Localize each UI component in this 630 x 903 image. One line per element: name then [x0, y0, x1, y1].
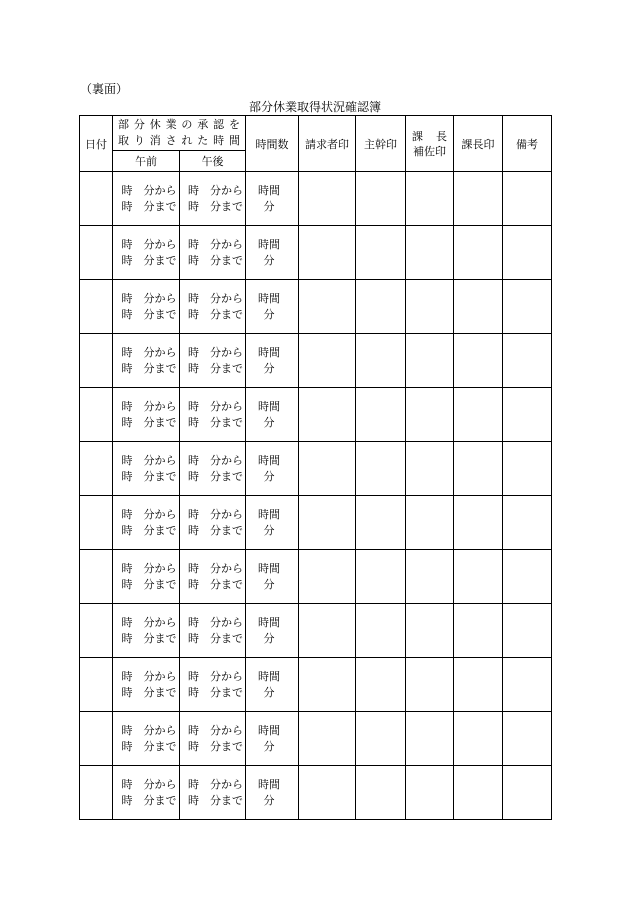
minutes-label: 分	[263, 469, 275, 483]
am-to-text: 時 分まで	[121, 199, 177, 213]
pm-time-cell[interactable]	[180, 712, 246, 766]
table-row	[80, 712, 552, 766]
back-side-label: （裏面）	[80, 82, 129, 96]
am-time-cell[interactable]	[113, 280, 180, 334]
requester-seal-cell[interactable]	[299, 604, 356, 658]
remarks-cell[interactable]	[503, 712, 552, 766]
assistant-chief-seal-cell[interactable]	[406, 496, 454, 550]
header-requester-seal: 請求者印	[299, 116, 356, 172]
table-row	[80, 658, 552, 712]
header-remarks: 備考	[503, 116, 552, 172]
chief-seal-cell[interactable]	[454, 550, 503, 604]
remarks-cell[interactable]	[503, 496, 552, 550]
date-cell[interactable]	[80, 172, 113, 226]
am-from-text: 時 分から	[121, 723, 177, 737]
am-to-text: 時 分まで	[121, 685, 177, 699]
assistant-chief-seal-cell[interactable]	[406, 550, 454, 604]
header-supervisor-seal: 主幹印	[356, 116, 406, 172]
remarks-cell[interactable]	[503, 550, 552, 604]
header-chief-seal: 課長印	[454, 116, 503, 172]
chief-seal-cell[interactable]	[454, 388, 503, 442]
pm-to-text: 時 分まで	[188, 253, 243, 267]
am-time-cell[interactable]	[113, 226, 180, 280]
hours-label: 時間	[258, 615, 280, 629]
date-cell[interactable]	[80, 550, 113, 604]
supervisor-seal-cell[interactable]	[356, 766, 406, 820]
pm-to-text: 時 分まで	[188, 307, 243, 321]
am-from-text: 時 分から	[121, 345, 177, 359]
hours-label: 時間	[258, 453, 280, 467]
supervisor-seal-cell[interactable]	[356, 604, 406, 658]
table-row	[80, 496, 552, 550]
requester-seal-cell[interactable]	[299, 496, 356, 550]
hours-label: 時間	[258, 399, 280, 413]
hours-cell[interactable]	[246, 496, 299, 550]
hours-cell[interactable]	[246, 226, 299, 280]
table-row	[80, 280, 552, 334]
minutes-label: 分	[263, 685, 275, 699]
pm-time-cell[interactable]	[180, 280, 246, 334]
remarks-cell[interactable]	[503, 766, 552, 820]
date-cell[interactable]	[80, 388, 113, 442]
hours-cell[interactable]	[246, 766, 299, 820]
chief-seal-cell[interactable]	[454, 658, 503, 712]
pm-to-text: 時 分まで	[188, 361, 243, 375]
am-time-cell[interactable]	[113, 604, 180, 658]
assistant-chief-seal-cell[interactable]	[406, 280, 454, 334]
date-cell[interactable]	[80, 226, 113, 280]
remarks-cell[interactable]	[503, 280, 552, 334]
date-cell[interactable]	[80, 766, 113, 820]
pm-time-cell[interactable]	[180, 388, 246, 442]
assistant-chief-seal-cell[interactable]	[406, 712, 454, 766]
pm-to-text: 時 分まで	[188, 469, 243, 483]
am-from-text: 時 分から	[121, 291, 177, 305]
hours-cell[interactable]	[246, 658, 299, 712]
header-assistant-chief-seal: 課 長 補佐印	[406, 116, 454, 172]
am-from-text: 時 分から	[121, 453, 177, 467]
am-time-cell[interactable]	[113, 550, 180, 604]
header-canceled-line1: 部分休業の承認を	[118, 118, 240, 131]
pm-from-text: 時 分から	[188, 723, 243, 737]
minutes-label: 分	[263, 793, 275, 807]
supervisor-seal-cell[interactable]	[356, 388, 406, 442]
am-to-text: 時 分まで	[121, 739, 177, 753]
hours-cell[interactable]	[246, 604, 299, 658]
requester-seal-cell[interactable]	[299, 550, 356, 604]
pm-from-text: 時 分から	[188, 669, 243, 683]
am-to-text: 時 分まで	[121, 577, 177, 591]
am-time-cell[interactable]	[113, 334, 180, 388]
am-to-text: 時 分まで	[121, 415, 177, 429]
assistant-chief-seal-cell[interactable]	[406, 226, 454, 280]
requester-seal-cell[interactable]	[299, 226, 356, 280]
chief-seal-cell[interactable]	[454, 442, 503, 496]
minutes-label: 分	[263, 415, 275, 429]
pm-to-text: 時 分まで	[188, 199, 243, 213]
remarks-cell[interactable]	[503, 334, 552, 388]
hours-label: 時間	[258, 723, 280, 737]
chief-seal-cell[interactable]	[454, 766, 503, 820]
pm-from-text: 時 分から	[188, 777, 243, 791]
assistant-chief-seal-cell[interactable]	[406, 658, 454, 712]
am-from-text: 時 分から	[121, 507, 177, 521]
pm-to-text: 時 分まで	[188, 523, 243, 537]
hours-label: 時間	[258, 237, 280, 251]
pm-time-cell[interactable]	[180, 226, 246, 280]
header-hours: 時間数	[246, 116, 299, 172]
requester-seal-cell[interactable]	[299, 334, 356, 388]
chief-seal-cell[interactable]	[454, 172, 503, 226]
am-time-cell[interactable]	[113, 766, 180, 820]
am-to-text: 時 分まで	[121, 523, 177, 537]
pm-time-cell[interactable]	[180, 604, 246, 658]
minutes-label: 分	[263, 361, 275, 375]
pm-time-cell[interactable]	[180, 496, 246, 550]
am-time-cell[interactable]	[113, 496, 180, 550]
requester-seal-cell[interactable]	[299, 658, 356, 712]
am-from-text: 時 分から	[121, 669, 177, 683]
hours-label: 時間	[258, 669, 280, 683]
minutes-label: 分	[263, 253, 275, 267]
minutes-label: 分	[263, 577, 275, 591]
header-canceled-line2: 取り消された時間	[118, 134, 240, 147]
am-time-cell[interactable]	[113, 442, 180, 496]
hours-cell[interactable]	[246, 712, 299, 766]
date-cell[interactable]	[80, 496, 113, 550]
pm-time-cell[interactable]	[180, 550, 246, 604]
assistant-chief-seal-cell[interactable]	[406, 442, 454, 496]
minutes-label: 分	[263, 199, 275, 213]
date-cell[interactable]	[80, 604, 113, 658]
chief-seal-cell[interactable]	[454, 334, 503, 388]
am-time-cell[interactable]	[113, 712, 180, 766]
hours-label: 時間	[258, 291, 280, 305]
remarks-cell[interactable]	[503, 658, 552, 712]
pm-to-text: 時 分まで	[188, 631, 243, 645]
table-row	[80, 172, 552, 226]
minutes-label: 分	[263, 307, 275, 321]
pm-time-cell[interactable]	[180, 442, 246, 496]
assistant-chief-seal-cell[interactable]	[406, 604, 454, 658]
pm-time-cell[interactable]	[180, 172, 246, 226]
remarks-cell[interactable]	[503, 226, 552, 280]
remarks-cell[interactable]	[503, 442, 552, 496]
assistant-chief-seal-cell[interactable]	[406, 388, 454, 442]
minutes-label: 分	[263, 631, 275, 645]
am-from-text: 時 分から	[121, 777, 177, 791]
form-title: 部分休業取得状況確認簿	[248, 100, 381, 114]
pm-from-text: 時 分から	[188, 291, 243, 305]
requester-seal-cell[interactable]	[299, 712, 356, 766]
table-row	[80, 442, 552, 496]
assistant-chief-seal-cell[interactable]	[406, 334, 454, 388]
table-row	[80, 766, 552, 820]
partial-leave-table	[79, 115, 552, 820]
hours-label: 時間	[258, 345, 280, 359]
date-cell[interactable]	[80, 658, 113, 712]
requester-seal-cell[interactable]	[299, 280, 356, 334]
chief-seal-cell[interactable]	[454, 280, 503, 334]
am-to-text: 時 分まで	[121, 793, 177, 807]
date-cell[interactable]	[80, 712, 113, 766]
am-to-text: 時 分まで	[121, 253, 177, 267]
pm-from-text: 時 分から	[188, 345, 243, 359]
hours-label: 時間	[258, 561, 280, 575]
header-am: 午前	[113, 151, 180, 172]
header-date: 日付	[80, 116, 113, 172]
table-row	[80, 334, 552, 388]
hours-cell[interactable]	[246, 442, 299, 496]
chief-seal-cell[interactable]	[454, 496, 503, 550]
pm-from-text: 時 分から	[188, 183, 243, 197]
am-from-text: 時 分から	[121, 615, 177, 629]
supervisor-seal-cell[interactable]	[356, 658, 406, 712]
hours-label: 時間	[258, 507, 280, 521]
supervisor-seal-cell[interactable]	[356, 280, 406, 334]
pm-to-text: 時 分まで	[188, 415, 243, 429]
requester-seal-cell[interactable]	[299, 388, 356, 442]
hours-cell[interactable]	[246, 388, 299, 442]
pm-time-cell[interactable]	[180, 334, 246, 388]
supervisor-seal-cell[interactable]	[356, 442, 406, 496]
am-time-cell[interactable]	[113, 388, 180, 442]
am-from-text: 時 分から	[121, 561, 177, 575]
chief-seal-cell[interactable]	[454, 226, 503, 280]
pm-from-text: 時 分から	[188, 399, 243, 413]
header-canceled-time	[113, 116, 246, 151]
hours-label: 時間	[258, 183, 280, 197]
table-row	[80, 604, 552, 658]
supervisor-seal-cell[interactable]	[356, 334, 406, 388]
supervisor-seal-cell[interactable]	[356, 496, 406, 550]
table-row	[80, 550, 552, 604]
requester-seal-cell[interactable]	[299, 766, 356, 820]
minutes-label: 分	[263, 523, 275, 537]
supervisor-seal-cell[interactable]	[356, 550, 406, 604]
hours-label: 時間	[258, 777, 280, 791]
am-from-text: 時 分から	[121, 183, 177, 197]
requester-seal-cell[interactable]	[299, 442, 356, 496]
remarks-cell[interactable]	[503, 172, 552, 226]
am-from-text: 時 分から	[121, 399, 177, 413]
pm-to-text: 時 分まで	[188, 577, 243, 591]
am-from-text: 時 分から	[121, 237, 177, 251]
am-to-text: 時 分まで	[121, 361, 177, 375]
pm-time-cell[interactable]	[180, 766, 246, 820]
chief-seal-cell[interactable]	[454, 604, 503, 658]
pm-from-text: 時 分から	[188, 615, 243, 629]
supervisor-seal-cell[interactable]	[356, 172, 406, 226]
pm-to-text: 時 分まで	[188, 793, 243, 807]
pm-from-text: 時 分から	[188, 507, 243, 521]
hours-cell[interactable]	[246, 172, 299, 226]
supervisor-seal-cell[interactable]	[356, 712, 406, 766]
date-cell[interactable]	[80, 280, 113, 334]
pm-from-text: 時 分から	[188, 561, 243, 575]
table-row	[80, 226, 552, 280]
am-to-text: 時 分まで	[121, 469, 177, 483]
pm-from-text: 時 分から	[188, 237, 243, 251]
remarks-cell[interactable]	[503, 388, 552, 442]
am-to-text: 時 分まで	[121, 631, 177, 645]
minutes-label: 分	[263, 739, 275, 753]
date-cell[interactable]	[80, 442, 113, 496]
am-time-cell[interactable]	[113, 658, 180, 712]
remarks-cell[interactable]	[503, 604, 552, 658]
assistant-chief-seal-cell[interactable]	[406, 172, 454, 226]
hours-cell[interactable]	[246, 280, 299, 334]
assistant-chief-seal-cell[interactable]	[406, 766, 454, 820]
requester-seal-cell[interactable]	[299, 172, 356, 226]
pm-to-text: 時 分まで	[188, 739, 243, 753]
chief-seal-cell[interactable]	[454, 712, 503, 766]
table-row	[80, 388, 552, 442]
am-to-text: 時 分まで	[121, 307, 177, 321]
date-cell[interactable]	[80, 334, 113, 388]
am-time-cell[interactable]	[113, 172, 180, 226]
hours-cell[interactable]	[246, 334, 299, 388]
hours-cell[interactable]	[246, 550, 299, 604]
pm-from-text: 時 分から	[188, 453, 243, 467]
pm-to-text: 時 分まで	[188, 685, 243, 699]
pm-time-cell[interactable]	[180, 658, 246, 712]
supervisor-seal-cell[interactable]	[356, 226, 406, 280]
header-pm: 午後	[180, 151, 246, 172]
